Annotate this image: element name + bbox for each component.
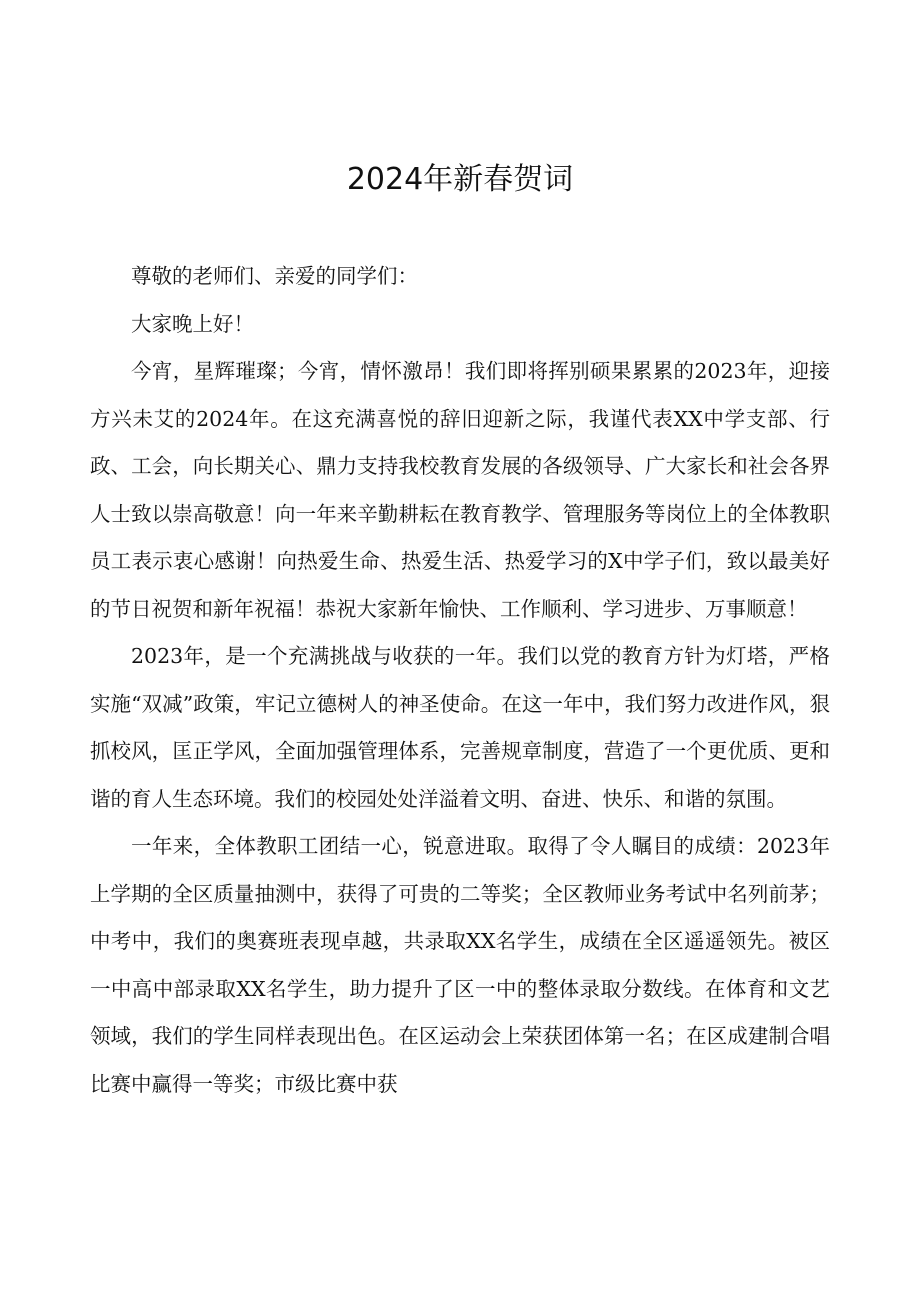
document-title: 2024年新春贺词 (346, 162, 574, 197)
salutation: 尊敬的老师们、亲爱的同学们： (131, 264, 418, 288)
paragraph: 2023年，是一个充满挑战与收获的一年。我们以党的教育方针为灯塔，严格实施“双减”政策，牢记立德树人的神圣使命。在这一年中，我们努力改进作风，狠抓校风，匡正学风，全面加强管理体系，完善规章制度，营造了一个更优质、更和谐的育人生态环境。我们的校园处处洋溢着文明、奋进、快乐、和谐的氛围。 (90, 644, 830, 811)
paragraph: 今宵，星辉璀璨；今宵，情怀激昂！我们即将挥别硕果累累的2023年，迎接方兴未艾的2024年。在这充满喜悦的辞旧迎新之际，我谨代表XX中学支部、行政、工会，向长期关心、鼎力支持我校教育发展的各级领导、广大家长和社会各界人士致以崇高敬意！向一年来辛勤耕耘在教育教学、管理服务等岗位上的全体教职员工表示衷心感谢！向热爱生命、热爱生活、热爱学习的X中学子们，致以最美好的节日祝贺和新年祝福！恭祝大家新年愉快、工作顺利、学习进步、万事顺意！ (90, 359, 830, 621)
paragraph: 一年来，全体教职工团结一心，锐意进取。取得了令人瞩目的成绩：2023年上学期的全区质量抽测中，获得了可贵的二等奖；全区教师业务考试中名列前茅；中考中，我们的奥赛班表现卓越，共录取XX名学生，成绩在全区遥遥领先。被区一中高中部录取XX名学生，助力提升了区一中的整体录取分数线。在体育和文艺领域，我们的学生同样表现出色。在区运动会上荣获团体第一名；在区成建制合唱比赛中赢得一等奖；市级比赛中获 (90, 834, 830, 1096)
greeting: 大家晚上好！ (131, 311, 254, 336)
document-body (90, 253, 830, 1108)
